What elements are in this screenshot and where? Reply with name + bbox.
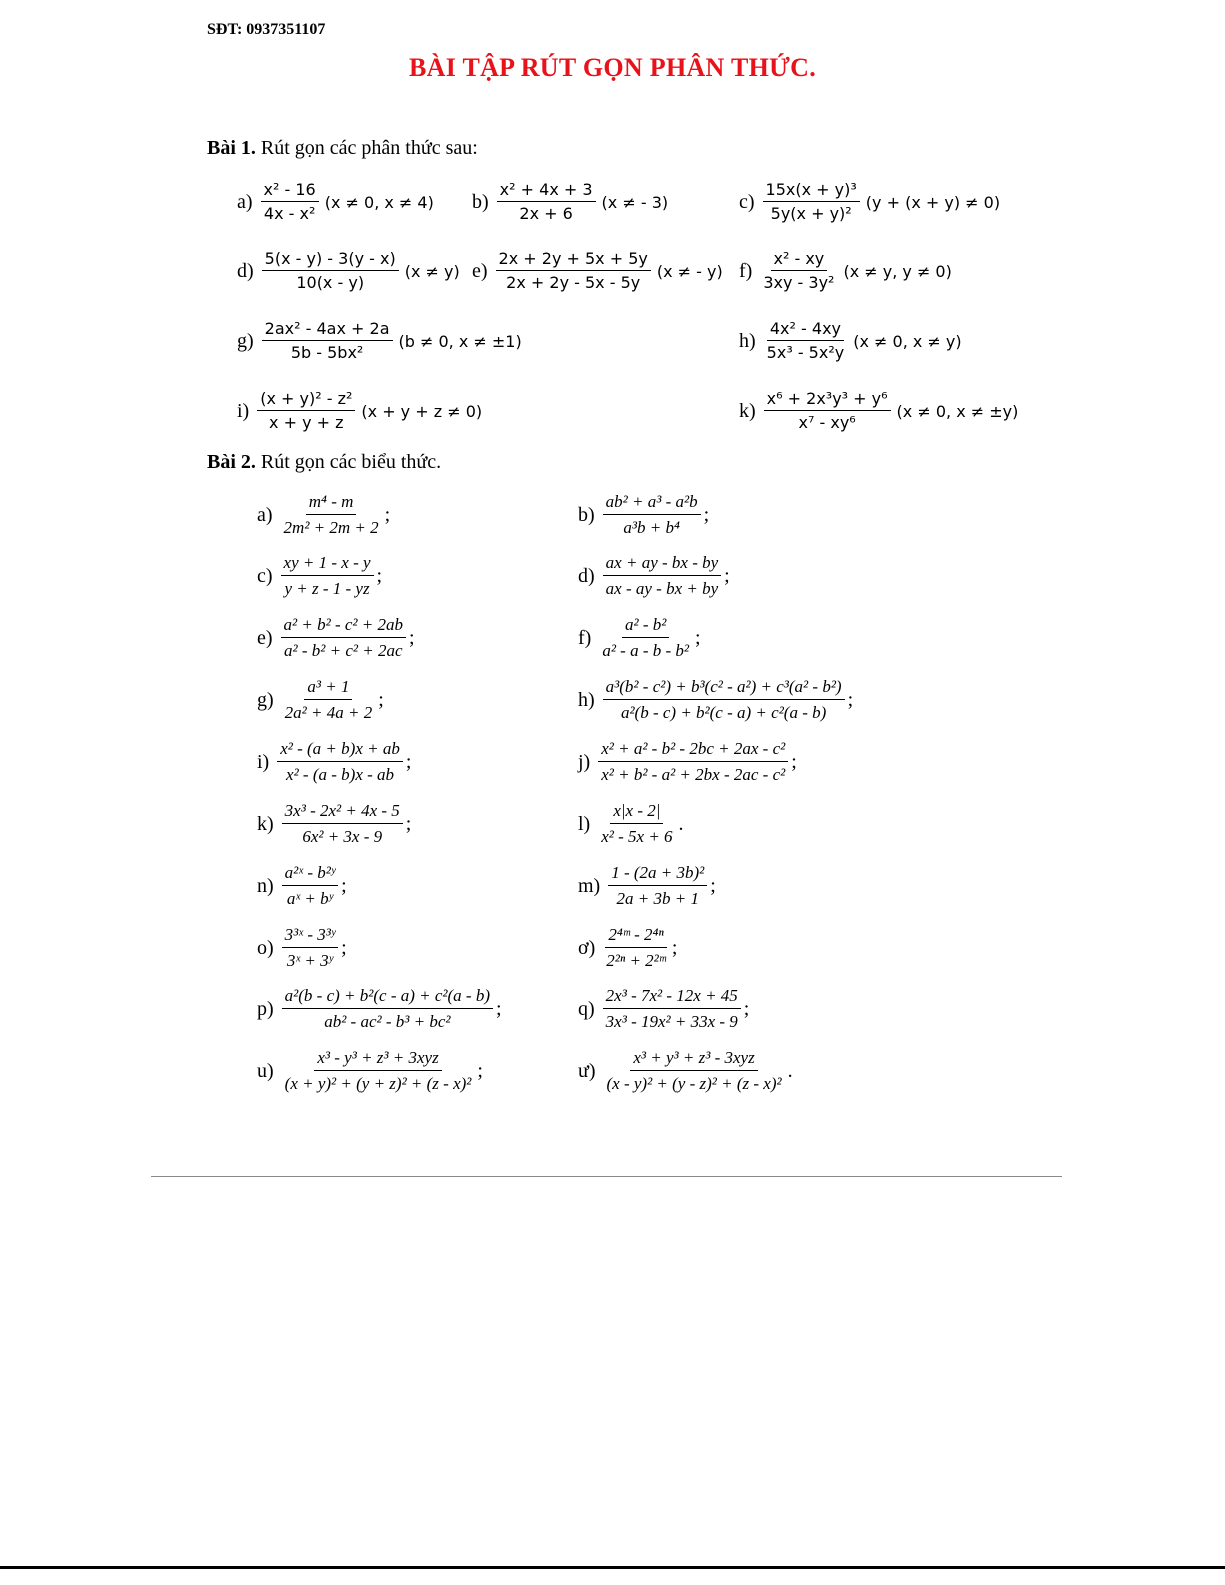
punctuation: . xyxy=(678,812,684,835)
denominator: a²(b - c) + b²(c - a) + c²(a - b) xyxy=(620,703,827,722)
numerator: a² + b² - c² + 2ab xyxy=(281,615,406,638)
denominator: 3x³ - 19x² + 33x - 9 xyxy=(605,1012,738,1031)
problem-label: f) xyxy=(578,626,592,649)
denominator: 2m² + 2m + 2 xyxy=(283,518,379,537)
problem-label: e) xyxy=(472,259,488,282)
denominator: ax - ay - bx + by xyxy=(605,579,719,598)
numerator: a²ˣ - b²ʸ xyxy=(282,863,339,886)
numerator: x³ + y³ + z³ - 3xyz xyxy=(630,1048,757,1071)
numerator: x² + 4x + 3 xyxy=(497,181,596,202)
problem-label: k) xyxy=(739,399,756,422)
denominator: ab² - ac² - b³ + bc² xyxy=(324,1012,451,1031)
numerator: ax + ay - bx - by xyxy=(603,553,721,576)
bai2-problem xyxy=(578,794,684,854)
bai2-problem xyxy=(257,732,411,792)
punctuation: ; xyxy=(378,688,384,711)
bai1-problem xyxy=(739,311,962,371)
bai2-problem xyxy=(578,979,749,1039)
problem-label: h) xyxy=(578,688,595,711)
fraction xyxy=(603,925,669,970)
numerator: 2ax² - 4ax + 2a xyxy=(262,320,393,341)
numerator: x² - (a + b)x + ab xyxy=(277,739,403,762)
numerator: 2⁴ᵐ - 2⁴ⁿ xyxy=(605,925,666,948)
punctuation: . xyxy=(787,1059,793,1082)
bai2-problem xyxy=(578,546,730,606)
fraction xyxy=(599,615,692,660)
problem-label: b) xyxy=(472,190,489,213)
condition: (x ≠ - 3) xyxy=(601,192,669,212)
page-title: BÀI TẬP RÚT GỌN PHÂN THỨC. xyxy=(408,53,816,82)
numerator: a² - b² xyxy=(622,615,669,638)
punctuation: ; xyxy=(341,874,347,897)
bai2-problem xyxy=(257,608,415,668)
bai1-problem xyxy=(472,241,723,301)
numerator: xy + 1 - x - y xyxy=(281,553,374,576)
fraction xyxy=(760,250,837,293)
bai1-problem xyxy=(237,241,460,301)
denominator: 5y(x + y)² xyxy=(770,204,852,223)
numerator: 2x + 2y + 5x + 5y xyxy=(496,250,651,271)
denominator: (x - y)² + (y - z)² + (z - x)² xyxy=(606,1074,782,1093)
fraction xyxy=(496,250,651,293)
bai2-problem xyxy=(578,670,853,730)
fraction xyxy=(261,181,319,224)
denominator: 3xy - 3y² xyxy=(763,273,835,292)
numerator: 2x³ - 7x² - 12x + 45 xyxy=(603,986,741,1009)
numerator: a³ + 1 xyxy=(304,677,352,700)
problem-label: p) xyxy=(257,997,274,1020)
fraction xyxy=(282,925,339,970)
denominator: 2²ⁿ + 2²ᵐ xyxy=(606,951,666,970)
fraction xyxy=(603,986,741,1031)
denominator: 2a + 3b + 1 xyxy=(616,889,699,908)
numerator: x² + a² - b² - 2bc + 2ax - c² xyxy=(598,739,788,762)
denominator: 4x - x² xyxy=(263,204,316,223)
numerator: 5(x - y) - 3(y - x) xyxy=(262,250,399,271)
bai1-problem xyxy=(739,241,952,301)
bai1-problem xyxy=(472,172,668,232)
punctuation: ; xyxy=(405,750,412,773)
punctuation: ; xyxy=(671,936,678,959)
problem-label: o) xyxy=(257,936,274,959)
punctuation: ; xyxy=(384,503,391,526)
denominator: x + y + z xyxy=(269,413,344,432)
fraction xyxy=(598,801,675,846)
denominator: 5x³ - 5x²y xyxy=(766,343,845,362)
fraction xyxy=(262,320,393,363)
denominator: a² - a - b - b² xyxy=(602,641,690,660)
fraction xyxy=(277,739,403,784)
condition: (x ≠ - y) xyxy=(656,261,723,281)
problem-label: b) xyxy=(578,503,595,526)
numerator: a²(b - c) + b²(c - a) + c²(a - b) xyxy=(282,986,493,1009)
problem-label: q) xyxy=(578,997,595,1020)
fraction xyxy=(608,863,707,908)
bai2-problem xyxy=(578,1041,793,1101)
problem-label: a) xyxy=(237,190,253,213)
punctuation: ; xyxy=(703,503,710,526)
denominator: x² + b² - a² + 2bx - 2ac - c² xyxy=(601,765,786,784)
bai1-problem xyxy=(237,172,434,232)
punctuation: ; xyxy=(405,812,412,835)
bai2-problem xyxy=(578,608,701,668)
numerator: x³ - y³ + z³ + 3xyz xyxy=(314,1048,441,1071)
fraction xyxy=(763,181,860,224)
fraction xyxy=(282,1048,475,1093)
numerator: ab² + a³ - a²b xyxy=(603,492,701,515)
exercise-2-instruction: Rút gọn các biểu thức. xyxy=(260,451,442,473)
punctuation: ; xyxy=(409,626,415,649)
fraction xyxy=(598,739,788,784)
phone-number: SĐT: 0937351107 xyxy=(207,21,326,38)
numerator: 3³ˣ - 3³ʸ xyxy=(282,925,339,948)
problem-label: i) xyxy=(257,750,270,773)
punctuation: ; xyxy=(376,564,383,587)
denominator: (x + y)² + (y + z)² + (z - x)² xyxy=(284,1074,472,1093)
numerator: x² - 16 xyxy=(261,181,319,202)
numerator: 3x³ - 2x² + 4x - 5 xyxy=(282,801,403,824)
fraction xyxy=(282,677,376,722)
fraction xyxy=(604,1048,785,1093)
denominator: 2x + 6 xyxy=(519,204,573,223)
numerator: x|x - 2| xyxy=(610,801,663,824)
bai2-problem xyxy=(257,918,347,978)
fraction xyxy=(282,801,403,846)
bai2-problem xyxy=(578,485,709,545)
bai2-problem xyxy=(578,732,797,792)
bai2-problem xyxy=(257,979,502,1039)
fraction xyxy=(282,863,339,908)
punctuation: ; xyxy=(496,997,502,1020)
problem-label: f) xyxy=(739,259,753,282)
numerator: (x + y)² - z² xyxy=(257,390,355,411)
condition: (x ≠ y) xyxy=(404,261,460,281)
denominator: aˣ + bʸ xyxy=(286,889,333,908)
condition: (y + (x + y) ≠ 0) xyxy=(865,192,1001,212)
exercise-1-instruction: Rút gọn các phân thức sau: xyxy=(260,137,478,159)
bai2-problem xyxy=(257,485,390,545)
condition: (b ≠ 0, x ≠ ±1) xyxy=(398,331,522,351)
punctuation: ; xyxy=(847,688,854,711)
denominator: 5b - 5bx² xyxy=(290,343,364,362)
fraction xyxy=(262,250,399,293)
fraction xyxy=(281,492,382,537)
punctuation: ; xyxy=(743,997,750,1020)
denominator: 2x + 2y - 5x - 5y xyxy=(506,273,641,292)
fraction xyxy=(764,390,891,433)
bai2-problem xyxy=(257,856,347,916)
bai2-problem xyxy=(578,856,716,916)
problem-label: h) xyxy=(739,329,756,352)
problem-label: e) xyxy=(257,626,273,649)
condition: (x ≠ 0, x ≠ 4) xyxy=(324,192,434,212)
punctuation: ; xyxy=(477,1059,483,1082)
bai2-problem xyxy=(257,670,384,730)
condition: (x ≠ y, y ≠ 0) xyxy=(843,261,952,281)
fraction xyxy=(764,320,848,363)
denominator: x² - 5x + 6 xyxy=(601,827,673,846)
fraction xyxy=(603,677,845,722)
denominator: x⁷ - xy⁶ xyxy=(798,413,856,432)
bai2-problem xyxy=(578,918,677,978)
numerator: a³(b² - c²) + b³(c² - a²) + c³(a² - b²) xyxy=(603,677,845,700)
bai1-problem xyxy=(739,172,1000,232)
fraction xyxy=(282,986,493,1031)
problem-label: a) xyxy=(257,503,273,526)
denominator: y + z - 1 - yz xyxy=(284,579,370,598)
numerator: 4x² - 4xy xyxy=(767,320,844,341)
exercise-1-heading xyxy=(207,137,478,160)
page-bottom-edge xyxy=(0,1566,1225,1569)
fraction xyxy=(257,390,355,433)
condition: (x ≠ 0, x ≠ ±y) xyxy=(896,401,1019,421)
punctuation: ; xyxy=(710,874,716,897)
denominator: 6x² + 3x - 9 xyxy=(302,827,383,846)
denominator: x² - (a - b)x - ab xyxy=(286,765,395,784)
punctuation: ; xyxy=(695,626,701,649)
bai2-problem xyxy=(257,546,382,606)
problem-label: g) xyxy=(257,688,274,711)
page-divider xyxy=(151,1176,1062,1177)
numerator: x⁶ + 2x³y³ + y⁶ xyxy=(764,390,891,411)
problem-label: g) xyxy=(237,329,254,352)
fraction xyxy=(281,615,406,660)
problem-label: n) xyxy=(257,874,274,897)
bai1-problem xyxy=(237,381,482,441)
exercise-2-heading xyxy=(207,451,441,474)
problem-label: ơ) xyxy=(578,936,596,959)
problem-label: k) xyxy=(257,812,274,835)
problem-label: l) xyxy=(578,812,591,835)
problem-label: c) xyxy=(739,190,755,213)
denominator: a³b + b⁴ xyxy=(623,518,680,537)
problem-label: i) xyxy=(237,399,250,422)
punctuation: ; xyxy=(724,564,730,587)
problem-label: c) xyxy=(257,564,273,587)
problem-label: d) xyxy=(237,259,254,282)
exercise-1-label: Bài 1. xyxy=(207,137,256,159)
punctuation: ; xyxy=(791,750,797,773)
condition: (x + y + z ≠ 0) xyxy=(361,401,483,421)
numerator: 1 - (2a + 3b)² xyxy=(608,863,707,886)
condition: (x ≠ 0, x ≠ y) xyxy=(853,331,962,351)
problem-label: m) xyxy=(578,874,601,897)
fraction xyxy=(497,181,596,224)
numerator: m⁴ - m xyxy=(306,492,357,515)
numerator: x² - xy xyxy=(771,250,828,271)
problem-label: j) xyxy=(578,750,591,773)
exercise-2-label: Bài 2. xyxy=(207,451,256,473)
denominator: a² - b² + c² + 2ac xyxy=(284,641,403,660)
fraction xyxy=(603,553,721,598)
denominator: 10(x - y) xyxy=(296,273,365,292)
denominator: 3ˣ + 3ʸ xyxy=(286,951,333,970)
problem-label: u) xyxy=(257,1059,274,1082)
fraction xyxy=(603,492,701,537)
punctuation: ; xyxy=(341,936,347,959)
denominator: 2a² + 4a + 2 xyxy=(284,703,373,722)
bai1-problem xyxy=(237,311,522,371)
numerator: 15x(x + y)³ xyxy=(763,181,860,202)
bai2-problem xyxy=(257,1041,483,1101)
bai1-problem xyxy=(739,381,1018,441)
bai2-problem xyxy=(257,794,411,854)
problem-label: d) xyxy=(578,564,595,587)
fraction xyxy=(281,553,374,598)
problem-label: ư) xyxy=(578,1059,596,1082)
